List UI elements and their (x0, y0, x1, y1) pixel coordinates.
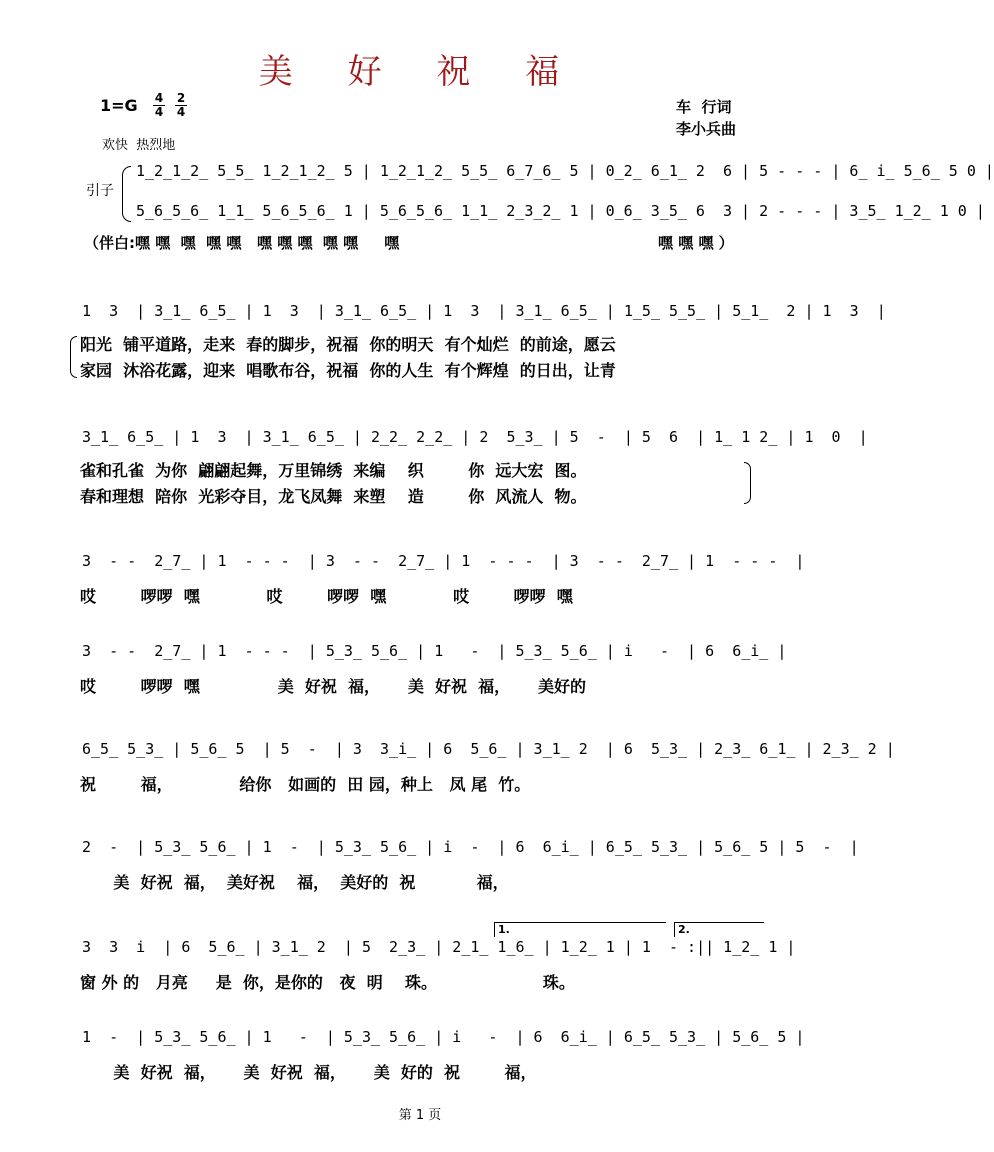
notes-line-2: 3̲1̲ 6̲5̲ | 1 3 | 3̲1̲ 6̲5̲ | 2̲2̲ 2̲2̲ | 2 5̲3̲ | 5 - | 5 6 | 1̲ 1 2̲ | 1 0 | (82, 428, 868, 446)
intro-row-2: 5̲6̲5̲6̲ 1̲1̲ 5̲6̲5̲6̲ 1 | 5̲6̲5̲6̲ 1̲1̲ 2̲3̲2̲ 1 | 0̲6̲ 3̲5̲ 6 3 | 2 - - - | 3̲5̲ 1̲2̲ 1 0 | (136, 202, 985, 220)
key-signature: 1=G (100, 96, 138, 115)
time-signature-1: 4 4 (154, 91, 164, 119)
volta-1: 1. (494, 922, 666, 937)
lyrics-line-3: 哎 啰啰 嘿 哎 啰啰 嘿 哎 啰啰 嘿 (80, 587, 573, 606)
lyrics-line-5: 祝 福， 给你 如画的 田 园，种上 凤 尾 竹。 (80, 775, 531, 794)
lyricist-credit: 车 行词 (676, 98, 732, 116)
lyrics-line-2-verse-2: 春和理想 陪你 光彩夺目，龙飞凤舞 来塑 造 你 风流人 物。 (80, 487, 587, 506)
verse-brace (70, 336, 77, 378)
intro-row-1: 1̲2̲1̲2̲ 5̲5̲ 1̲2̲1̲2̲ 5 | 1̲2̲1̲2̲ 5̲5̲ 6̲7̲6̲ 5 | 0̲2̲ 6̲1̲ 2 6 | 5 - - - | 6̲ i̲ 5̲6̲ 5 0 | (136, 162, 994, 180)
lyrics-line-6: 美 好祝 福， 美好祝 福， 美好的 祝 福， (80, 873, 509, 892)
volta-2: 2. (674, 922, 764, 937)
verse-brace-right (744, 462, 751, 504)
composer-credit: 李小兵曲 (676, 120, 737, 138)
page-number: 第 1 页 (398, 1108, 442, 1123)
notes-line-5: 6̲5̲ 5̲3̲ | 5̲6̲ 5 | 5 - | 3 3̲i̲ | 6 5̲6̲ | 3̲1̲ 2 | 6 5̲3̲ | 2̲3̲ 6̲1̲ | 2̲3̲ 2 | (82, 740, 895, 758)
lyrics-line-1-verse-2: 家园 沐浴花露，迎来 唱歌布谷，祝福 你的人生 有个辉煌 的日出，让青 (80, 361, 616, 380)
lyrics-line-8: 美 好祝 福， 美 好祝 福， 美 好的 祝 福， (80, 1063, 537, 1082)
lyrics-line-7: 窗 外 的 月亮 是 你，是你的 夜 明 珠。 珠。 (80, 973, 575, 992)
time-signature-2: 2 4 (176, 91, 186, 119)
lyrics-line-1-verse-1: 阳光 铺平道路，走来 春的脚步，祝福 你的明天 有个灿烂 的前途，愿云 (80, 335, 616, 354)
notes-line-6: 2 - | 5̲3̲ 5̲6̲ | 1 - | 5̲3̲ 5̲6̲ | i - | 6 6̲i̲ | 6̲5̲ 5̲3̲ | 5̲6̲ 5 | 5 - | (82, 838, 859, 856)
notes-line-7: 3 3 i | 6 5̲6̲ | 3̲1̲ 2 | 5 2̲3̲ | 2̲1̲ 1̲6̲ | 1̲2̲ 1 | 1 - :|| 1̲2̲ 1 | (82, 938, 796, 956)
notes-line-4: 3 - - 2̲7̲ | 1 - - - | 5̲3̲ 5̲6̲ | 1 - | 5̲3̲ 5̲6̲ | i - | 6 6̲i̲ | (82, 642, 787, 660)
notes-line-3: 3 - - 2̲7̲ | 1 - - - | 3 - - 2̲7̲ | 1 - - - | 3 - - 2̲7̲ | 1 - - - | (82, 552, 805, 570)
notes-line-1: 1 3 | 3̲1̲ 6̲5̲ | 1 3 | 3̲1̲ 6̲5̲ | 1 3 | 3̲1̲ 6̲5̲ | 1̲5̲ 5̲5̲ | 5̲1̲ 2 | 1 3 | (82, 302, 886, 320)
intro-chant-end: 嘿 嘿 嘿 ） (658, 234, 734, 252)
intro-brace (122, 166, 131, 222)
lyrics-line-2-verse-1: 雀和孔雀 为你 翩翩起舞，万里锦绣 来编 织 你 远大宏 图。 (80, 461, 587, 480)
intro-label: 引子 (86, 183, 114, 199)
tempo-marking: 欢快 热烈地 (102, 138, 176, 153)
notes-line-8: 1 - | 5̲3̲ 5̲6̲ | 1 - | 5̲3̲ 5̲6̲ | i - | 6 6̲i̲ | 6̲5̲ 5̲3̲ | 5̲6̲ 5 | (82, 1028, 805, 1046)
lyrics-line-4: 哎 啰啰 嘿 美 好祝 福， 美 好祝 福， 美好的 (80, 677, 586, 696)
song-title: 美 好 祝 福 (258, 52, 582, 92)
intro-chant: （伴白:嘿 嘿 嘿 嘿 嘿 嘿 嘿 嘿 嘿 嘿 嘿 (84, 234, 400, 252)
